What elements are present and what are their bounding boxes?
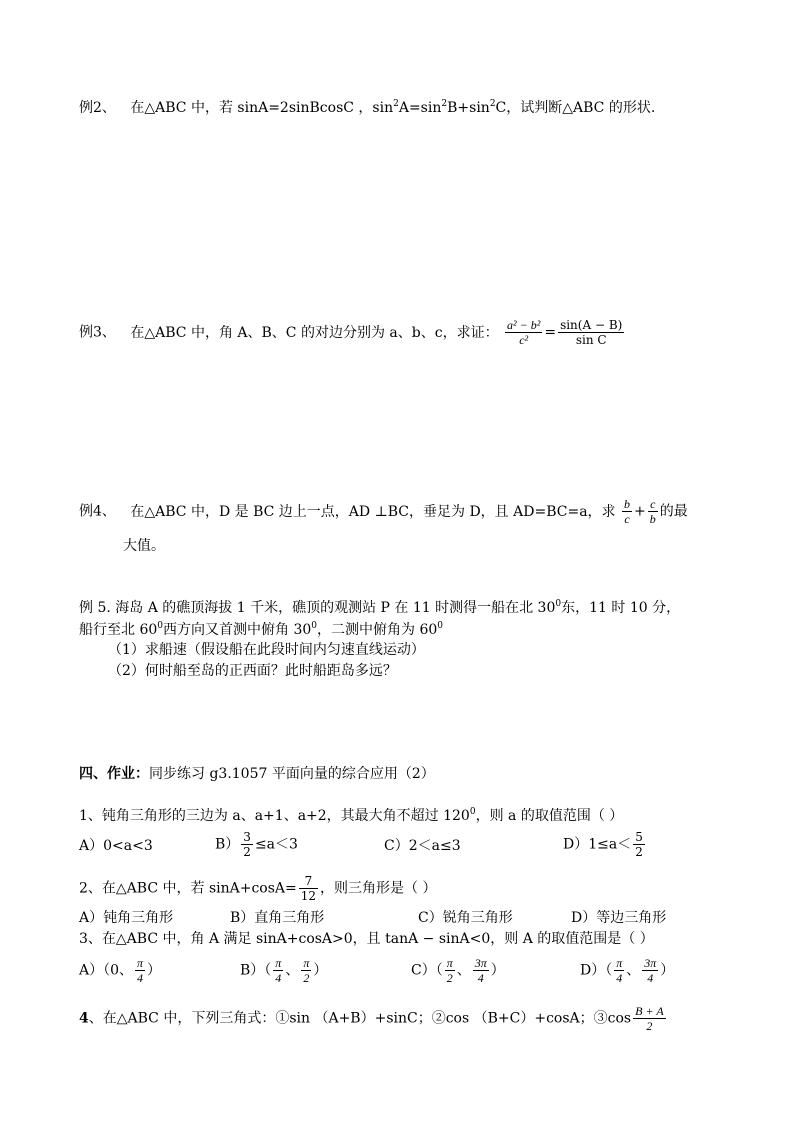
example-4-text-a: 在△ABC 中，D 是 BC 边上一点，AD ⊥BC，垂足为 D，且 AD=BC=a，求 — [130, 503, 616, 520]
numerator: c — [648, 497, 658, 512]
example-5-question-2: （2）何时船至岛的正西面？此时船距岛多远？ — [108, 663, 397, 679]
numerator: b — [624, 497, 630, 511]
problem-1-option-b — [215, 830, 298, 859]
homework-title: 四、作业： — [79, 766, 149, 782]
fraction-c-over-b — [648, 497, 658, 526]
fraction-1-denominator: c² — [519, 333, 529, 347]
denominator: 12 — [300, 889, 317, 903]
problem-1-stem — [79, 806, 623, 826]
problem-2-option-d: D）等边三角形 — [571, 910, 667, 926]
fraction-b-over-c — [622, 497, 632, 526]
numerator: 7 — [299, 874, 318, 889]
fraction-1-numerator: a² − b² — [507, 318, 541, 332]
denominator: 4 — [137, 971, 144, 985]
numerator: π — [137, 956, 144, 970]
option-prefix: B） — [215, 836, 240, 853]
numerator: π — [303, 956, 310, 970]
fraction-1 — [505, 318, 542, 347]
degree-mark: 0 — [469, 807, 476, 817]
option-suffix: ） — [313, 962, 328, 979]
denominator: c — [624, 512, 630, 526]
problem-2-option-b: B）直角三角形 — [230, 910, 325, 926]
fraction-2-denominator: sin C — [575, 333, 607, 347]
example-2-text-d: C，试判断△ABC 的形状. — [495, 100, 656, 116]
option-prefix: C）（ — [411, 962, 443, 979]
fraction — [633, 1004, 666, 1033]
denominator: 4 — [616, 971, 623, 985]
homework-title-rest: 同步练习 g3.1057 平面向量的综合应用（2） — [149, 766, 435, 782]
example-4-line-2: 大值。 — [123, 538, 165, 554]
option-suffix: ） — [147, 962, 162, 979]
example-5-text: 西方向又首测中俯角 30 — [163, 622, 312, 638]
degree-mark: 0 — [437, 621, 443, 631]
problem-1-text: ，则 a 的取值范围（ ） — [475, 808, 624, 824]
problem-4-stem — [79, 1004, 668, 1033]
problem-3-option-d — [580, 956, 674, 985]
numerator: B + A — [635, 1004, 664, 1018]
example-4 — [79, 497, 688, 526]
example-2-text-c: B+sin — [447, 100, 490, 116]
numerator: 3 — [243, 830, 251, 844]
option-prefix: A）（0、 — [79, 962, 134, 979]
degree-mark: 0 — [311, 621, 317, 631]
fraction — [301, 956, 311, 985]
sup: 2 — [489, 99, 496, 109]
problem-3-option-b — [240, 956, 327, 985]
numerator: π — [275, 956, 282, 970]
denominator: 4 — [477, 971, 484, 985]
separator: 、 — [285, 962, 300, 979]
fraction — [135, 956, 145, 985]
example-3 — [79, 318, 626, 347]
option-suffix: ） — [490, 962, 505, 979]
denominator: 2 — [646, 1019, 653, 1033]
fraction — [241, 830, 253, 859]
equals: = — [544, 324, 557, 341]
option-suffix: ≤a＜3 — [254, 836, 298, 853]
example-5-text: 例 5. 海岛 A 的礁顶海拔 1 千米，礁顶的观测站 P 在 11 时测得一船在北 30 — [79, 600, 556, 616]
example-2-text-a: 在△ABC 中，若 sinA=2sinBcosC ，sin — [130, 100, 394, 116]
example-2 — [79, 98, 655, 118]
example-2-label: 例2、 — [79, 100, 116, 116]
example-2-text-b: A=sin — [398, 100, 442, 116]
problem-2-option-a: A）钝角三角形 — [79, 910, 174, 926]
denominator: 2 — [635, 845, 643, 859]
option-prefix: B）（ — [240, 962, 272, 979]
fraction — [633, 830, 645, 859]
problem-2-stem — [79, 874, 437, 903]
plus: + — [634, 503, 646, 520]
fraction — [473, 956, 489, 985]
example-5-text: 东，11 时 10 分， — [561, 600, 681, 616]
denominator: 2 — [303, 971, 310, 985]
fraction — [642, 956, 658, 985]
example-5-text: ，二测中俯角为 60 — [317, 622, 438, 638]
fraction — [273, 956, 283, 985]
denominator: 2 — [243, 845, 251, 859]
option-prefix: D）1≤a＜ — [563, 836, 632, 853]
option-suffix: ） — [660, 962, 675, 979]
fraction-2-numerator: sin(A − B) — [560, 318, 623, 332]
problem-1-text: 1、钝角三角形的三边为 a、a+1、a+2，其最大角不超过 120 — [79, 808, 470, 824]
problem-3-stem: 3、在△ABC 中，角 A 满足 sinA+cosA>0，且 tanA − sinA<0，则 A 的取值范围是（ ） — [79, 931, 654, 947]
fraction — [445, 956, 455, 985]
example-5-line-2 — [79, 620, 443, 640]
numerator: 3π — [644, 956, 657, 970]
sup: 2 — [393, 99, 399, 109]
numerator: 3π — [474, 956, 487, 970]
problem-1-option-a: A）0<a<3 — [79, 838, 153, 854]
fraction-2 — [558, 318, 624, 347]
example-5-text: 船行至北 60 — [79, 622, 158, 638]
numerator: π — [446, 956, 453, 970]
problem-4-number: 4 — [79, 1010, 89, 1027]
example-5-question-1: （1）求船速（假设船在此段时间内匀速直线运动） — [108, 642, 425, 658]
example-4-text-b: 的最 — [659, 503, 688, 520]
example-5-line-1 — [79, 598, 680, 618]
sup: 2 — [441, 99, 448, 109]
problem-2-text: 2、在△ABC 中，若 sinA+cosA= — [79, 880, 297, 897]
denominator: b — [649, 512, 656, 526]
denominator: 4 — [275, 971, 282, 985]
problem-1-option-d — [563, 830, 647, 859]
numerator: π — [616, 956, 623, 970]
example-3-label: 例3、 — [79, 324, 116, 341]
degree-mark: 0 — [555, 599, 562, 609]
separator: 、 — [626, 962, 641, 979]
problem-1-option-c: C）2＜a≤3 — [384, 838, 461, 854]
problem-2-text: ，则三角形是（ ） — [320, 880, 437, 897]
problem-2-option-c: C）锐角三角形 — [418, 910, 513, 926]
problem-3-option-c — [411, 956, 505, 985]
denominator: 4 — [647, 971, 654, 985]
option-prefix: D）（ — [580, 962, 613, 979]
denominator: 2 — [446, 971, 453, 985]
degree-mark: 0 — [157, 621, 163, 631]
example-4-label: 例4、 — [79, 503, 116, 520]
homework-heading — [79, 764, 435, 784]
fraction — [299, 874, 318, 903]
problem-3-option-a — [79, 956, 161, 985]
numerator: 5 — [635, 830, 643, 844]
fraction — [614, 956, 624, 985]
separator: 、 — [456, 962, 471, 979]
problem-4-text: 、在△ABC 中，下列三角式：①sin （A+B）+sinC；②cos （B+C）+cosA；③cos — [88, 1010, 632, 1027]
example-3-text: 在△ABC 中，角 A、B、C 的对边分别为 a、b、c，求证： — [130, 324, 499, 341]
